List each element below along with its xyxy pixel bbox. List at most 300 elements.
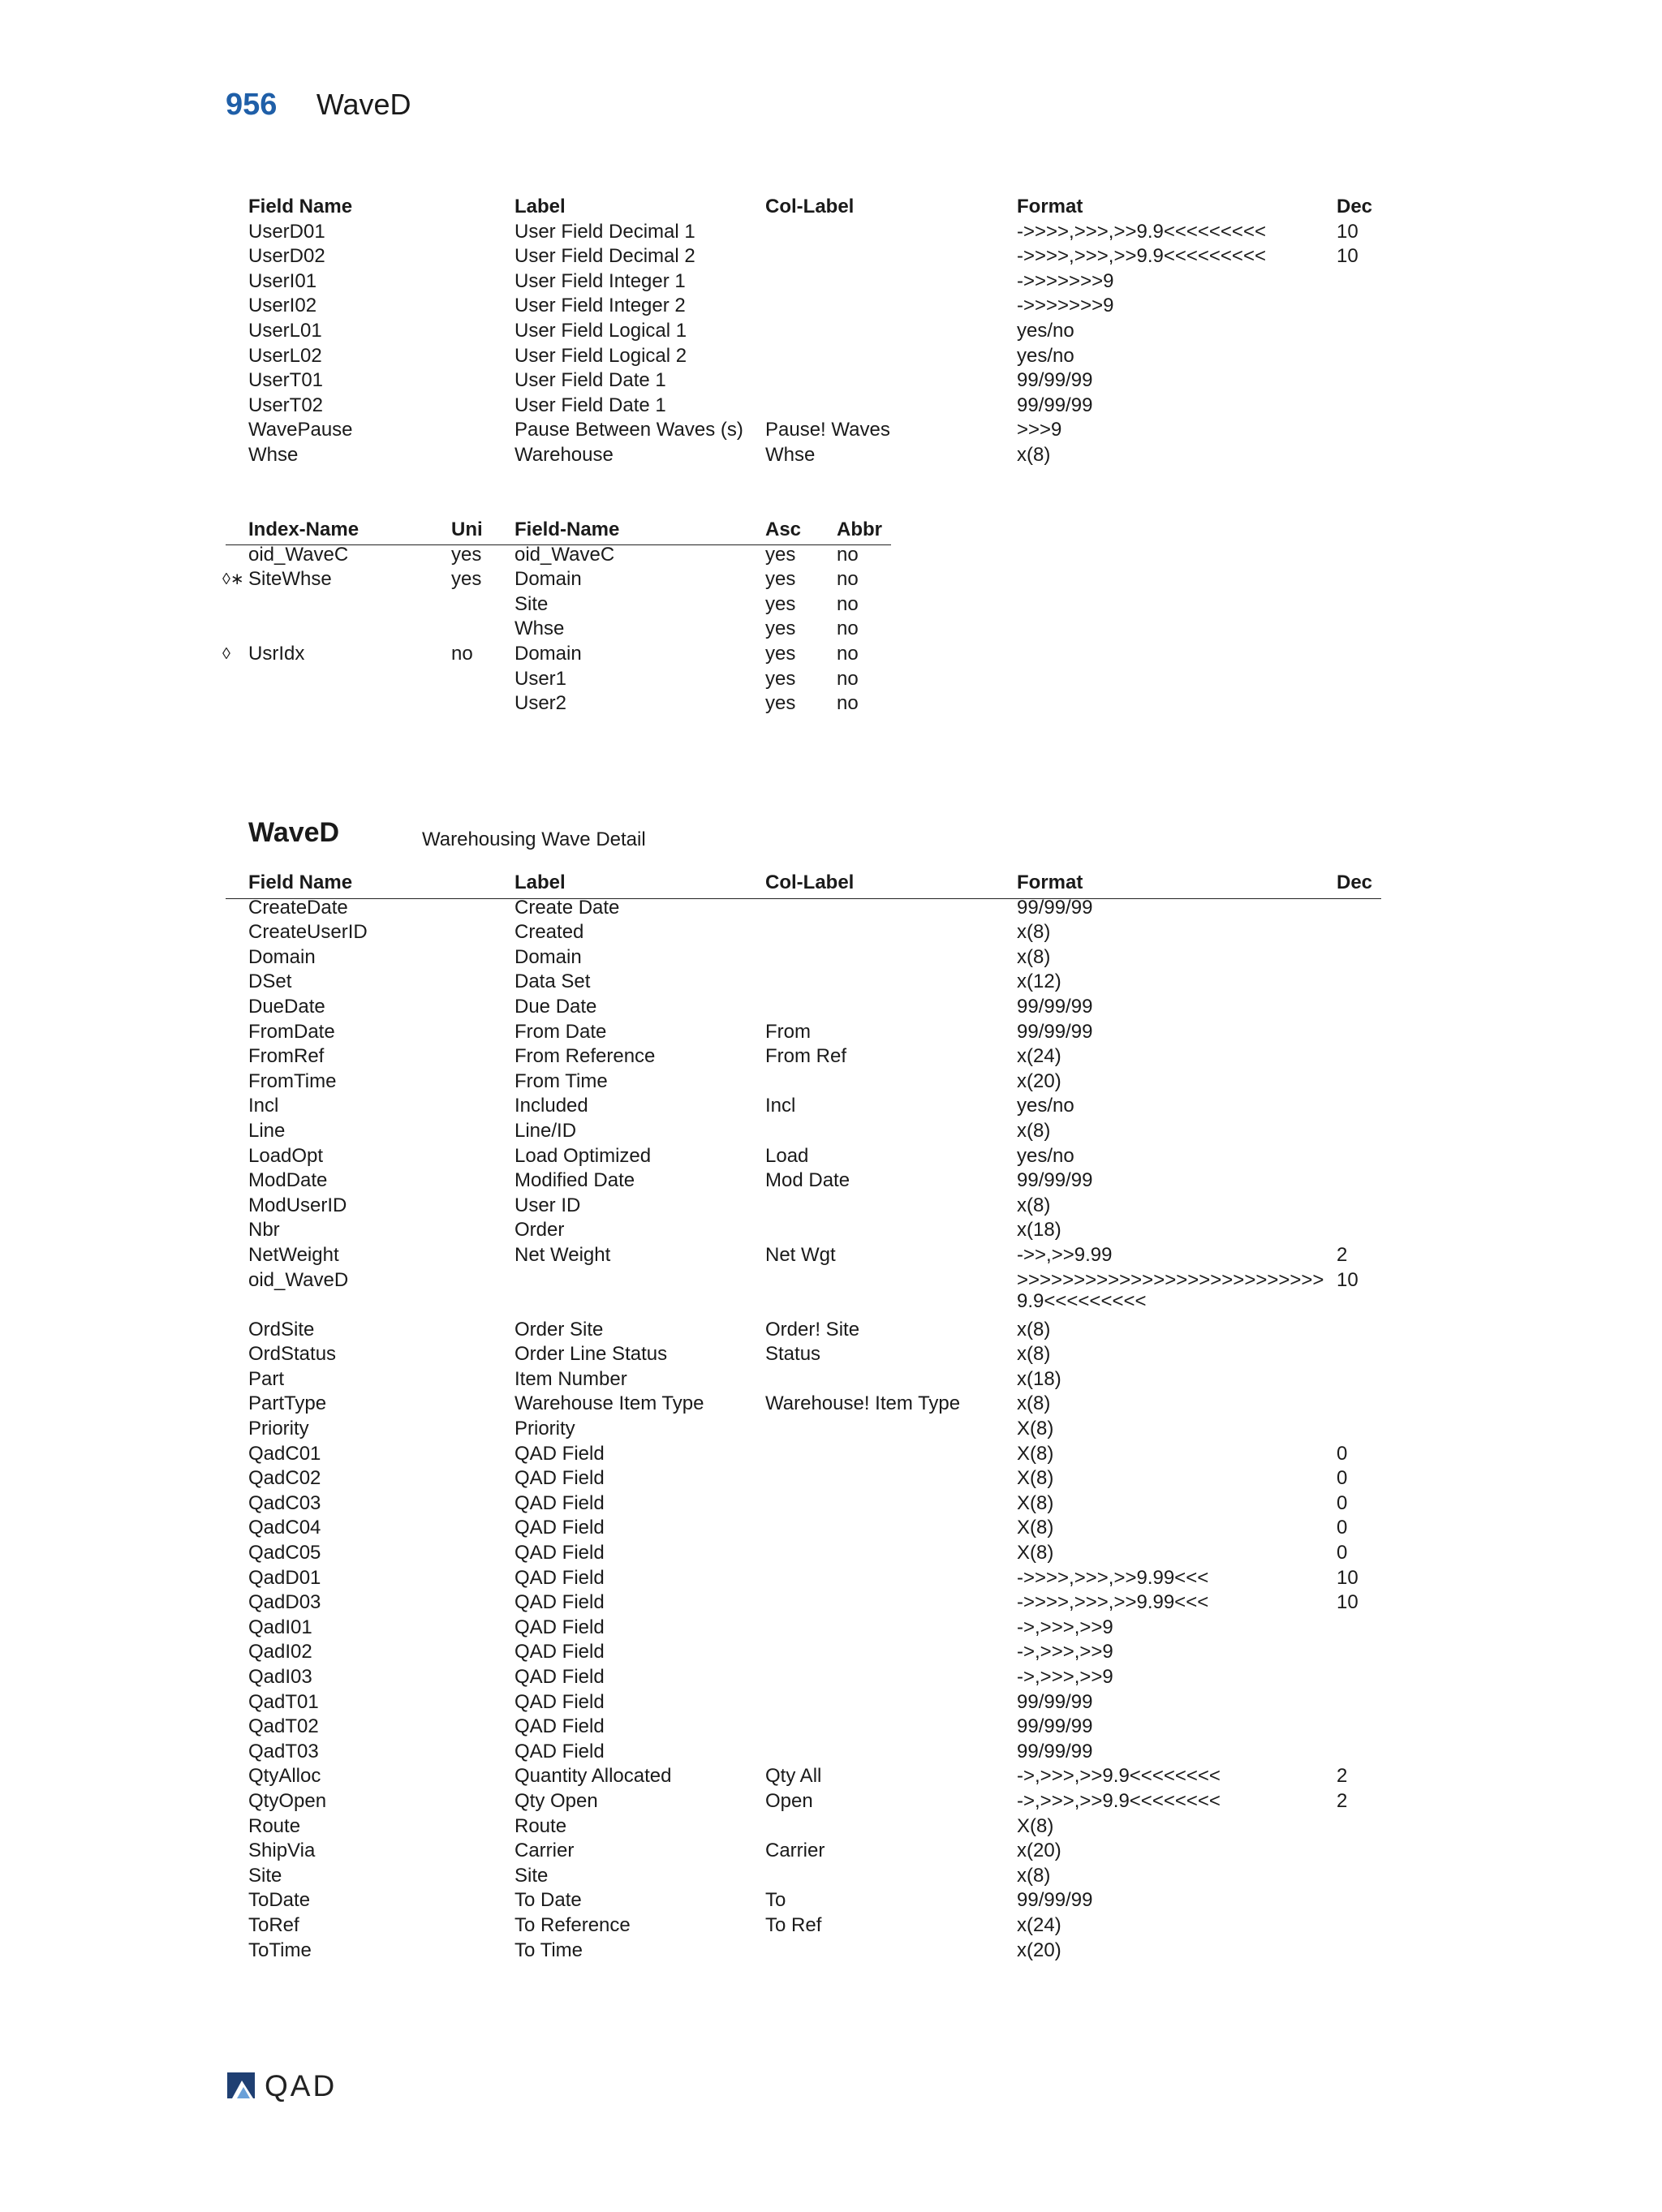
cell-col-label: Incl: [765, 1095, 796, 1117]
cell-format: 99/99/99: [1017, 1020, 1093, 1043]
cell-label: To Date: [515, 1889, 582, 1912]
cell-format: 99/99/99: [1017, 1169, 1093, 1192]
cell-label: QAD Field: [515, 1517, 605, 1539]
cell-label: Site: [515, 1864, 549, 1887]
cell-asc: yes: [765, 543, 796, 566]
column-header-asc: Asc: [765, 519, 802, 540]
cell-format: X(8): [1017, 1418, 1054, 1440]
cell-format: ->>>>,>>>,>>9.99<<<: [1017, 1591, 1209, 1614]
index-marker: ◊: [222, 644, 230, 663]
cell-label: Order: [515, 1219, 565, 1242]
column-header-label: Label: [515, 871, 566, 893]
cell-label: Warehouse Item Type: [515, 1392, 704, 1415]
table-row: [248, 691, 898, 717]
cell-col-label: Order! Site: [765, 1318, 860, 1341]
table-row: [248, 1243, 1384, 1268]
cell-name: ToRef: [248, 1913, 299, 1936]
cell-format: ->,>>>,>>9: [1017, 1641, 1113, 1663]
cell-label: User Field Decimal 1: [515, 220, 695, 243]
cell-name: Domain: [248, 945, 316, 968]
cell-format: yes/no: [1017, 344, 1074, 367]
cell-abbr: no: [837, 543, 859, 566]
cell-col-label: Pause! Waves: [765, 419, 890, 441]
cell-format: x(8): [1017, 1864, 1051, 1887]
cell-format: ->,>>>,>>9: [1017, 1616, 1113, 1638]
cell-label: QAD Field: [515, 1442, 605, 1465]
table-row: [248, 1814, 1384, 1840]
cell-name: UserT01: [248, 369, 324, 392]
cell-field-name: Domain: [515, 642, 582, 665]
cell-col-label: To: [765, 1889, 786, 1912]
cell-col-label: Status: [765, 1343, 821, 1366]
column-header-dec: Dec: [1337, 871, 1373, 893]
cell-format: ->>>>,>>>,>>9.9<<<<<<<<<: [1017, 220, 1266, 243]
cell-label: QAD Field: [515, 1641, 605, 1663]
table-row: [248, 1665, 1384, 1690]
cell-label: Net Weight: [515, 1243, 611, 1266]
cell-label: Qty Open: [515, 1789, 598, 1812]
table-row: [248, 269, 1384, 295]
table-row: [248, 1020, 1384, 1045]
cell-name: OrdStatus: [248, 1343, 337, 1366]
cell-name: FromRef: [248, 1045, 325, 1068]
page-number: 956: [226, 88, 278, 122]
cell-label: QAD Field: [515, 1491, 605, 1514]
table-row: [248, 443, 1384, 468]
qad-logo-text: QAD: [265, 2069, 338, 2102]
cell-label: Pause Between Waves (s): [515, 419, 743, 441]
section-name: WaveD: [248, 817, 340, 848]
table-row: [248, 543, 898, 568]
cell-name: Incl: [248, 1095, 279, 1117]
cell-field-name: Whse: [515, 618, 565, 640]
cell-format: x(8): [1017, 945, 1051, 968]
cell-col-label: From Ref: [765, 1045, 847, 1068]
cell-label: Carrier: [515, 1840, 575, 1862]
cell-format: 99/99/99: [1017, 896, 1093, 919]
cell-label: User Field Date 1: [515, 394, 666, 416]
cell-name: UserI02: [248, 295, 317, 317]
column-header-uni: Uni: [451, 519, 483, 540]
cell-name: QadT03: [248, 1740, 319, 1762]
table-row: [248, 1740, 1384, 1765]
cell-label: Priority: [515, 1418, 575, 1440]
cell-name: UserI01: [248, 269, 317, 292]
cell-label: QAD Field: [515, 1566, 605, 1589]
cell-name: NetWeight: [248, 1243, 339, 1266]
cell-label: Create Date: [515, 896, 620, 919]
cell-dec: 0: [1337, 1442, 1348, 1465]
cell-label: QAD Field: [515, 1542, 605, 1564]
table-row: [248, 319, 1384, 344]
cell-format: X(8): [1017, 1517, 1054, 1539]
column-header-col-label: Col-Label: [765, 871, 855, 893]
table-row: [248, 1566, 1384, 1591]
table-row: [248, 1939, 1384, 1964]
cell-label: Item Number: [515, 1367, 627, 1390]
table-row: [248, 1789, 1384, 1814]
cell-label: Due Date: [515, 995, 597, 1018]
cell-col-label: Net Wgt: [765, 1243, 836, 1266]
cell-name: oid_WaveD: [248, 1268, 349, 1291]
cell-label: Data Set: [515, 970, 591, 993]
table-row: [248, 1541, 1384, 1566]
cell-format: ->>,>>9.99: [1017, 1243, 1113, 1266]
cell-col-label: To Ref: [765, 1913, 822, 1936]
cell-label: Load Optimized: [515, 1144, 652, 1167]
page-heading: WaveD: [316, 88, 411, 121]
table-row: [248, 1466, 1384, 1491]
cell-abbr: no: [837, 568, 859, 591]
table-row: [248, 368, 1384, 394]
cell-name: QadC03: [248, 1491, 321, 1514]
table-row: [248, 617, 898, 642]
cell-index-name: UsrIdx: [248, 642, 305, 665]
cell-format: x(8): [1017, 1392, 1051, 1415]
cell-name: QadI02: [248, 1641, 312, 1663]
cell-name: Whse: [248, 443, 299, 466]
table-row: [248, 1491, 1384, 1517]
table-row: [248, 1119, 1384, 1144]
table-row: [248, 667, 898, 692]
cell-label: Line/ID: [515, 1119, 577, 1142]
cell-name: FromTime: [248, 1069, 337, 1092]
cell-dec: 2: [1337, 1243, 1348, 1266]
cell-name: OrdSite: [248, 1318, 315, 1341]
cell-label: Included: [515, 1095, 588, 1117]
table-row: [248, 220, 1384, 245]
table-row: [248, 1094, 1384, 1119]
table-row: [248, 1392, 1384, 1417]
field-table-2-header-rule: [226, 898, 1381, 899]
table-row: [248, 1417, 1384, 1442]
cell-label: QAD Field: [515, 1616, 605, 1638]
cell-name: QadC04: [248, 1517, 321, 1539]
cell-dec: 10: [1337, 1268, 1358, 1291]
cell-label: QAD Field: [515, 1591, 605, 1614]
table-row: [248, 1318, 1384, 1343]
table-row: [248, 995, 1384, 1020]
cell-name: QadT01: [248, 1690, 319, 1713]
cell-format: x(8): [1017, 1318, 1051, 1341]
cell-col-label: From: [765, 1020, 811, 1043]
cell-format: x(8): [1017, 921, 1051, 944]
index-table: [222, 518, 898, 717]
cell-label: User Field Logical 1: [515, 319, 687, 342]
cell-name: CreateDate: [248, 896, 348, 919]
cell-format: x(12): [1017, 970, 1061, 993]
index-marker: ◊∗: [222, 570, 244, 589]
cell-asc: yes: [765, 692, 796, 715]
cell-name: DSet: [248, 970, 292, 993]
cell-name: Nbr: [248, 1219, 280, 1242]
cell-label: Created: [515, 921, 584, 944]
cell-index-name: oid_WaveC: [248, 543, 349, 566]
cell-label: Route: [515, 1814, 567, 1837]
cell-format: ->>>>>>>9: [1017, 295, 1114, 317]
cell-format: 99/99/99: [1017, 394, 1093, 416]
cell-dec: 0: [1337, 1517, 1348, 1539]
column-header-col-label: Col-Label: [765, 196, 855, 217]
cell-name: QadI03: [248, 1666, 312, 1688]
table-row: [248, 1516, 1384, 1541]
cell-format: ->>>>>>>9: [1017, 269, 1114, 292]
cell-format: x(8): [1017, 1194, 1051, 1216]
cell-format: 99/99/99: [1017, 369, 1093, 392]
cell-label: Warehouse: [515, 443, 614, 466]
table-row: [248, 1715, 1384, 1740]
cell-label: Quantity Allocated: [515, 1765, 672, 1788]
cell-col-label: Load: [765, 1144, 809, 1167]
cell-format: ->>>>,>>>,>>9.99<<<: [1017, 1566, 1209, 1589]
table-row: [248, 945, 1384, 970]
cell-col-label: Warehouse! Item Type: [765, 1392, 961, 1415]
table-row: [248, 1367, 1384, 1392]
cell-asc: yes: [765, 618, 796, 640]
cell-col-label: Mod Date: [765, 1169, 850, 1192]
page-header: [226, 88, 411, 123]
cell-name: Line: [248, 1119, 286, 1142]
cell-col-label: Open: [765, 1789, 813, 1812]
table-row: [248, 1194, 1384, 1219]
cell-format: ->,>>>,>>9: [1017, 1666, 1113, 1688]
cell-asc: yes: [765, 667, 796, 690]
table-row: [248, 970, 1384, 995]
cell-label: To Reference: [515, 1913, 631, 1936]
cell-name: DueDate: [248, 995, 325, 1018]
table-row: [248, 1690, 1384, 1715]
table-row: [248, 1590, 1384, 1616]
table-row: [248, 1044, 1384, 1069]
cell-abbr: no: [837, 592, 859, 615]
cell-name: ShipVia: [248, 1840, 316, 1862]
table-row: [248, 1442, 1384, 1467]
cell-name: ToDate: [248, 1889, 311, 1912]
column-header-name: Field Name: [248, 196, 353, 217]
table-row: [222, 642, 898, 667]
cell-format: x(20): [1017, 1840, 1061, 1862]
table-header-row: [248, 518, 898, 543]
cell-name: QadT02: [248, 1715, 319, 1738]
cell-format: X(8): [1017, 1467, 1054, 1490]
cell-name: QadD03: [248, 1591, 321, 1614]
table-header-row: [248, 195, 1384, 220]
cell-label: User Field Decimal 2: [515, 245, 695, 268]
cell-format: ->,>>>,>>9.9<<<<<<<<: [1017, 1789, 1221, 1812]
cell-asc: yes: [765, 642, 796, 665]
cell-label: QAD Field: [515, 1715, 605, 1738]
cell-format: x(24): [1017, 1045, 1061, 1068]
cell-label: User Field Integer 1: [515, 269, 686, 292]
table-row: [248, 1864, 1384, 1889]
cell-name: CreateUserID: [248, 921, 368, 944]
cell-name: QadC01: [248, 1442, 321, 1465]
section-title: [248, 817, 646, 850]
cell-col-label: Carrier: [765, 1840, 825, 1862]
cell-field-name: Domain: [515, 568, 582, 591]
cell-format: x(20): [1017, 1069, 1061, 1092]
cell-abbr: no: [837, 667, 859, 690]
cell-field-name: User1: [515, 667, 567, 690]
cell-format: >>>9: [1017, 419, 1062, 441]
table-row: [248, 394, 1384, 419]
cell-format: 99/99/99: [1017, 995, 1093, 1018]
cell-label: To Time: [515, 1939, 583, 1961]
table-row: [248, 1913, 1384, 1939]
cell-label: User Field Integer 2: [515, 295, 686, 317]
cell-name: LoadOpt: [248, 1144, 324, 1167]
cell-dec: 0: [1337, 1491, 1348, 1514]
table-row: [248, 896, 1384, 921]
table-row: [248, 1764, 1384, 1789]
column-header-label: Label: [515, 196, 566, 217]
cell-asc: yes: [765, 568, 796, 591]
cell-format: x(20): [1017, 1939, 1061, 1961]
cell-format: yes/no: [1017, 1144, 1074, 1167]
cell-name: QtyOpen: [248, 1789, 327, 1812]
table-row: [248, 1144, 1384, 1169]
cell-abbr: no: [837, 692, 859, 715]
cell-label: QAD Field: [515, 1740, 605, 1762]
column-header-format: Format: [1017, 871, 1083, 893]
table-row: [248, 1839, 1384, 1864]
cell-index-name: SiteWhse: [248, 568, 332, 591]
cell-format: yes/no: [1017, 1095, 1074, 1117]
table-row: [248, 294, 1384, 319]
table-row: [248, 1268, 1384, 1318]
cell-format: x(24): [1017, 1913, 1061, 1936]
cell-dec: 10: [1337, 245, 1358, 268]
cell-label: QAD Field: [515, 1467, 605, 1490]
cell-label: QAD Field: [515, 1690, 605, 1713]
cell-format: 99/99/99: [1017, 1690, 1093, 1713]
cell-col-label: Whse: [765, 443, 816, 466]
cell-format: x(8): [1017, 1343, 1051, 1366]
cell-dec: 10: [1337, 220, 1358, 243]
cell-name: UserL01: [248, 319, 322, 342]
cell-col-label: Qty All: [765, 1765, 822, 1788]
table-row: [248, 592, 898, 618]
cell-abbr: no: [837, 618, 859, 640]
column-header-field-name: Field-Name: [515, 519, 620, 540]
cell-label: QAD Field: [515, 1666, 605, 1688]
cell-name: ToTime: [248, 1939, 312, 1961]
table-row: [248, 1069, 1384, 1095]
table-row: [248, 920, 1384, 945]
cell-name: QtyAlloc: [248, 1765, 321, 1788]
cell-label: User Field Date 1: [515, 369, 666, 392]
cell-name: QadC02: [248, 1467, 321, 1490]
cell-name: FromDate: [248, 1020, 335, 1043]
column-header-name: Field Name: [248, 871, 353, 893]
table-row: [222, 567, 898, 592]
table-header-row: [248, 871, 1384, 896]
cell-label: From Date: [515, 1020, 607, 1043]
cell-name: UserD01: [248, 220, 325, 243]
cell-label: Modified Date: [515, 1169, 635, 1192]
table-row: [248, 1640, 1384, 1665]
cell-format: x(8): [1017, 1119, 1051, 1142]
table-row: [248, 244, 1384, 269]
cell-asc: yes: [765, 592, 796, 615]
section-description: Warehousing Wave Detail: [422, 828, 646, 850]
table-row: [248, 1342, 1384, 1367]
field-table-1: [248, 195, 1384, 468]
cell-format: x(18): [1017, 1367, 1061, 1390]
cell-dec: 0: [1337, 1542, 1348, 1564]
cell-label: From Time: [515, 1069, 608, 1092]
column-header-format: Format: [1017, 196, 1083, 217]
cell-field-name: oid_WaveC: [515, 543, 615, 566]
cell-name: Part: [248, 1367, 285, 1390]
cell-label: Order Site: [515, 1318, 604, 1341]
qad-logo-icon: [226, 2071, 258, 2100]
cell-format: ->>>>,>>>,>>9.9<<<<<<<<<: [1017, 245, 1266, 268]
cell-dec: 10: [1337, 1591, 1358, 1614]
cell-name: ModUserID: [248, 1194, 347, 1216]
cell-label: Domain: [515, 945, 582, 968]
column-header-abbr: Abbr: [837, 519, 882, 540]
table-row: [248, 344, 1384, 369]
cell-dec: 2: [1337, 1765, 1348, 1788]
cell-format: ->,>>>,>>9.9<<<<<<<<: [1017, 1765, 1221, 1788]
cell-name: Route: [248, 1814, 301, 1837]
table-row: [248, 1616, 1384, 1641]
cell-abbr: no: [837, 642, 859, 665]
cell-uni: yes: [451, 543, 482, 566]
cell-format: X(8): [1017, 1542, 1054, 1564]
cell-label: User Field Logical 2: [515, 344, 687, 367]
cell-dec: 10: [1337, 1566, 1358, 1589]
cell-field-name: Site: [515, 592, 549, 615]
cell-label: Order Line Status: [515, 1343, 668, 1366]
cell-name: QadC05: [248, 1542, 321, 1564]
table-row: [248, 418, 1384, 443]
table-row: [248, 1168, 1384, 1194]
cell-name: WavePause: [248, 419, 353, 441]
cell-uni: no: [451, 642, 473, 665]
cell-format: x(18): [1017, 1219, 1061, 1242]
cell-format: X(8): [1017, 1442, 1054, 1465]
field-table-2: [248, 871, 1384, 1963]
cell-format: >>>>>>>>>>>>>>>>>>>>>>>>>>>9.9<<<<<<<<<: [1017, 1268, 1324, 1312]
cell-name: Priority: [248, 1418, 309, 1440]
cell-format: x(8): [1017, 443, 1051, 466]
cell-label: From Reference: [515, 1045, 656, 1068]
cell-field-name: User2: [515, 692, 567, 715]
cell-name: UserD02: [248, 245, 325, 268]
column-header-index-name: Index-Name: [248, 519, 360, 540]
table-row: [248, 1888, 1384, 1913]
cell-format: 99/99/99: [1017, 1889, 1093, 1912]
cell-uni: yes: [451, 568, 482, 591]
cell-format: 99/99/99: [1017, 1715, 1093, 1738]
index-table-header-rule: [226, 544, 891, 545]
table-row: [248, 1218, 1384, 1243]
cell-name: QadI01: [248, 1616, 312, 1638]
cell-name: ModDate: [248, 1169, 328, 1192]
cell-name: QadD01: [248, 1566, 321, 1589]
cell-format: X(8): [1017, 1491, 1054, 1514]
cell-name: UserT02: [248, 394, 324, 416]
cell-name: PartType: [248, 1392, 327, 1415]
cell-dec: 2: [1337, 1789, 1348, 1812]
cell-format: 99/99/99: [1017, 1740, 1093, 1762]
cell-label: User ID: [515, 1194, 581, 1216]
cell-dec: 0: [1337, 1467, 1348, 1490]
cell-format: X(8): [1017, 1814, 1054, 1837]
cell-format: yes/no: [1017, 319, 1074, 342]
